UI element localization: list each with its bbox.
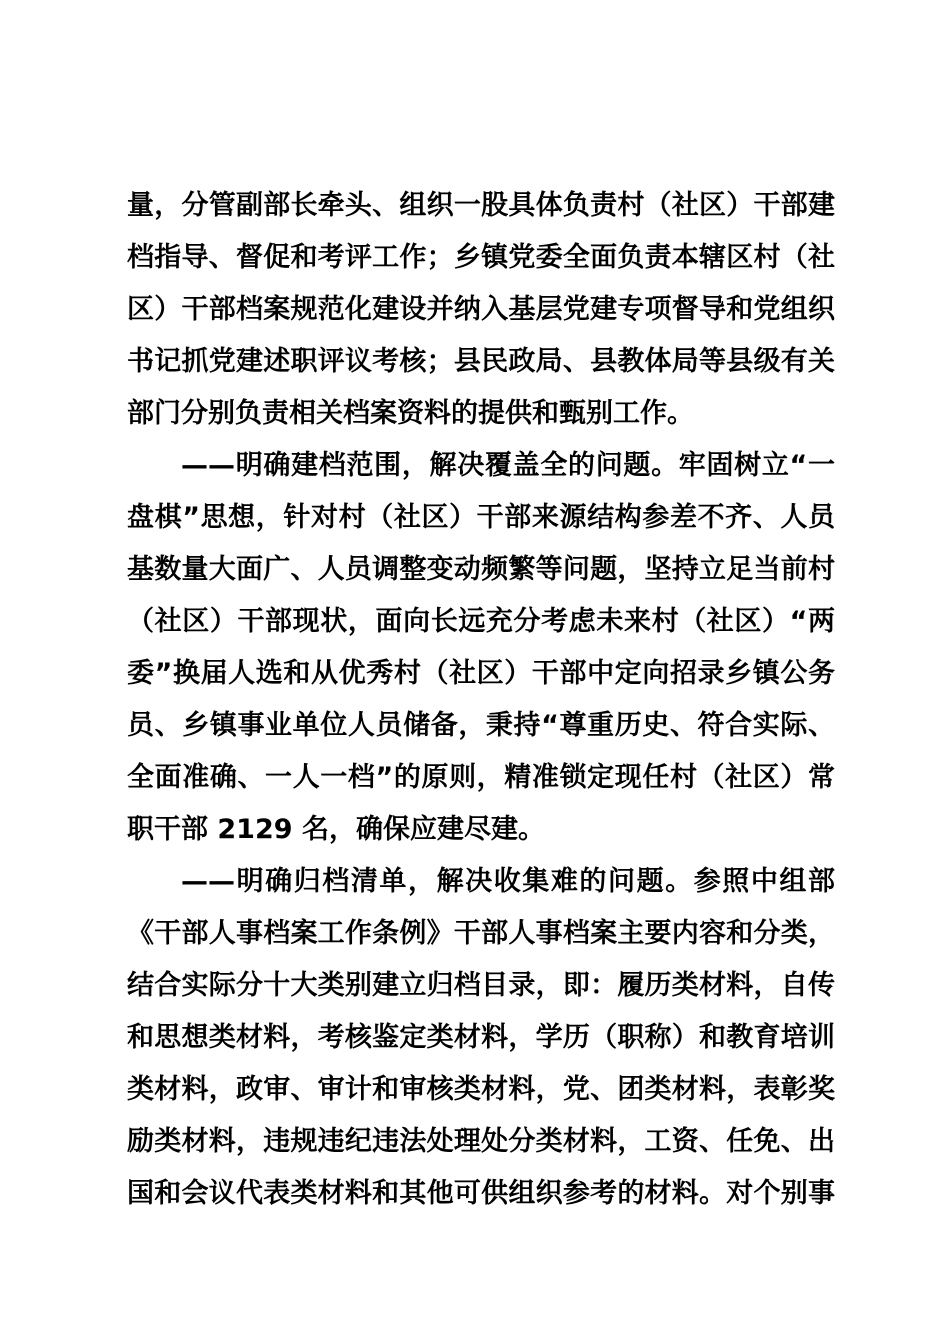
text-line: 量，分管副部长牵头、组织一股具体负责村（社区）干部建 <box>127 190 835 221</box>
text-line: 档指导、督促和考评工作；乡镇党委全面负责本辖区村（社 <box>127 242 835 273</box>
text-line: 全面准确、一人一档”的原则，精准锁定现任村（社区）常 <box>127 762 835 793</box>
text-line: 区）干部档案规范化建设并纳入基层党建专项督导和党组织 <box>127 294 835 325</box>
text-line: 职干部 2129 名，确保应建尽建。 <box>127 814 545 845</box>
text-line: 员、乡镇事业单位人员储备，秉持“尊重历史、符合实际、 <box>127 710 835 741</box>
paragraph-start-line: ——明确建档范围，解决覆盖全的问题。牢固树立“一 <box>181 450 835 481</box>
text-line: 类材料，政审、审计和审核类材料，党、团类材料，表彰奖 <box>127 1074 835 1105</box>
text-line: 书记抓党建述职评议考核；县民政局、县教体局等县级有关 <box>127 346 835 377</box>
text-line: 《干部人事档案工作条例》干部人事档案主要内容和分类， <box>127 918 835 949</box>
text-line: 结合实际分十大类别建立归档目录，即：履历类材料，自传 <box>127 970 835 1001</box>
text-line: 励类材料，违规违纪违法处理处分类材料，工资、任免、出 <box>127 1126 835 1157</box>
text-line: 国和会议代表类材料和其他可供组织参考的材料。对个别事 <box>127 1178 835 1209</box>
text-line: 委”换届人选和从优秀村（社区）干部中定向招录乡镇公务 <box>127 658 835 689</box>
text-line: 部门分别负责相关档案资料的提供和甄别工作。 <box>127 398 694 429</box>
text-line: 盘棋”思想，针对村（社区）干部来源结构参差不齐、人员 <box>127 502 835 533</box>
text-line: 和思想类材料，考核鉴定类材料，学历（职称）和教育培训 <box>127 1022 835 1053</box>
text-line: （社区）干部现状，面向长远充分考虑未来村（社区）“两 <box>127 606 835 637</box>
text-line: 基数量大面广、人员调整变动频繁等问题，坚持立足当前村 <box>127 554 835 585</box>
body-text <box>127 180 835 1220</box>
paragraph-start-line: ——明确归档清单，解决收集难的问题。参照中组部 <box>181 866 835 897</box>
